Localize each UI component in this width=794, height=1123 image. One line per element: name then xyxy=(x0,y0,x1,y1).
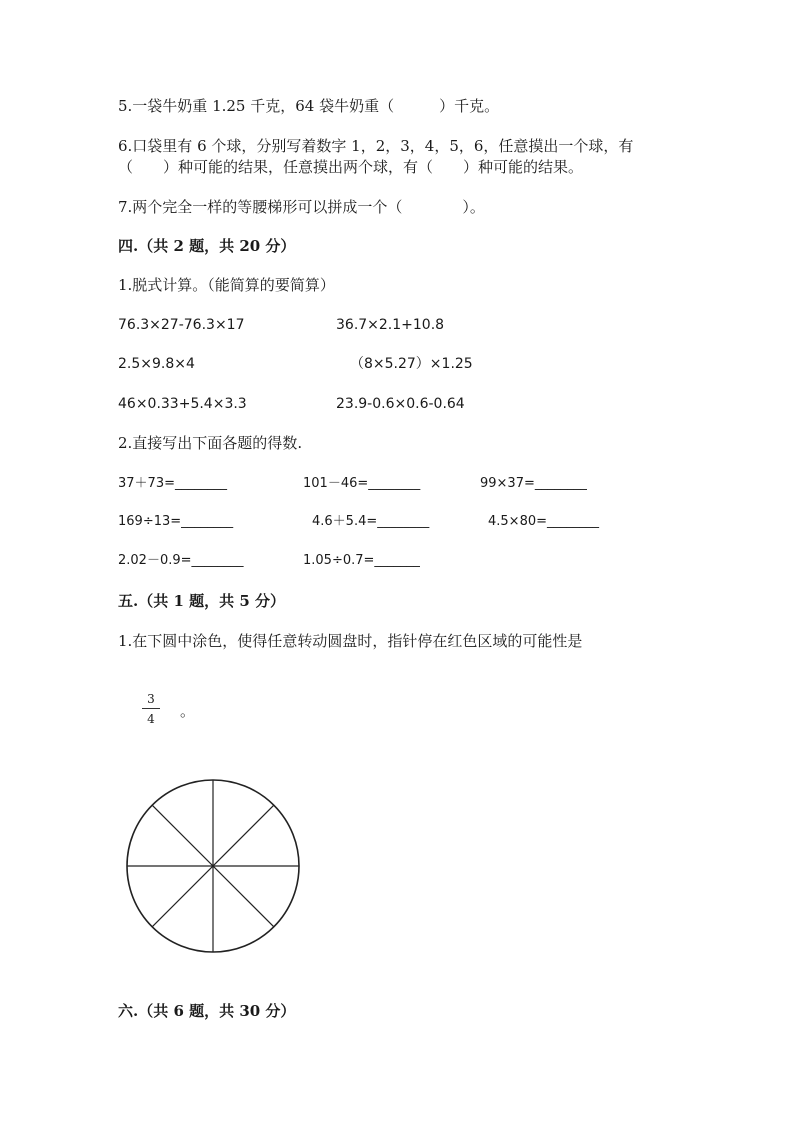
section-5-question-1: 1.在下圆中涂色，使得任意转动圆盘时，指针停在红色区域的可能性是 xyxy=(118,632,583,650)
oral-calc-item-3: 99×37=________ xyxy=(480,476,587,491)
oral-calc-item-5: 4.6＋5.4=________ xyxy=(312,514,430,529)
section-6-heading: 六.（共 6 题，共 30 分） xyxy=(118,1002,296,1020)
calc-item-5: 46×0.33+5.4×3.3 xyxy=(118,396,247,412)
sentence-end-mark: 。 xyxy=(180,702,196,720)
calc-item-6: 23.9-0.6×0.6-0.64 xyxy=(336,396,465,412)
oral-calc-item-2: 101－46=________ xyxy=(303,476,421,491)
oral-calc-item-4: 169÷13=________ xyxy=(118,514,234,529)
calc-item-2: 36.7×2.1+10.8 xyxy=(336,317,445,333)
section-4-heading: 四.（共 2 题，共 20 分） xyxy=(118,237,296,255)
oral-calc-item-6: 4.5×80=________ xyxy=(488,514,600,529)
oral-calc-item-1: 37＋73=________ xyxy=(118,476,227,491)
section-4-question-1-title: 1.脱式计算。（能简算的要简算） xyxy=(118,276,335,294)
question-6-line-1: 6.口袋里有 6 个球，分别写着数字 1，2，3，4，5，6，任意摸出一个球，有 xyxy=(118,137,634,155)
oral-calc-item-7: 2.02－0.9=________ xyxy=(118,553,244,568)
question-7: 7.两个完全一样的等腰梯形可以拼成一个（ ）。 xyxy=(118,198,485,216)
spinner-circle xyxy=(127,780,299,952)
calc-item-1: 76.3×27-76.3×17 xyxy=(118,317,245,333)
question-5: 5.一袋牛奶重 1.25 千克，64 袋牛奶重（ ）千克。 xyxy=(118,97,500,115)
question-6-line-2: （ ）种可能的结果，任意摸出两个球，有（ ）种可能的结果。 xyxy=(118,158,584,176)
calc-item-4: （8×5.27）×1.25 xyxy=(350,356,473,372)
fraction-denominator: 4 xyxy=(147,712,155,726)
fraction-numerator: 3 xyxy=(147,692,155,706)
section-5-heading: 五.（共 1 题，共 5 分） xyxy=(118,592,285,610)
section-4-question-2-title: 2.直接写出下面各题的得数. xyxy=(118,434,303,452)
calc-item-3: 2.5×9.8×4 xyxy=(118,356,195,372)
oral-calc-item-8: 1.05÷0.7=_______ xyxy=(303,553,420,568)
